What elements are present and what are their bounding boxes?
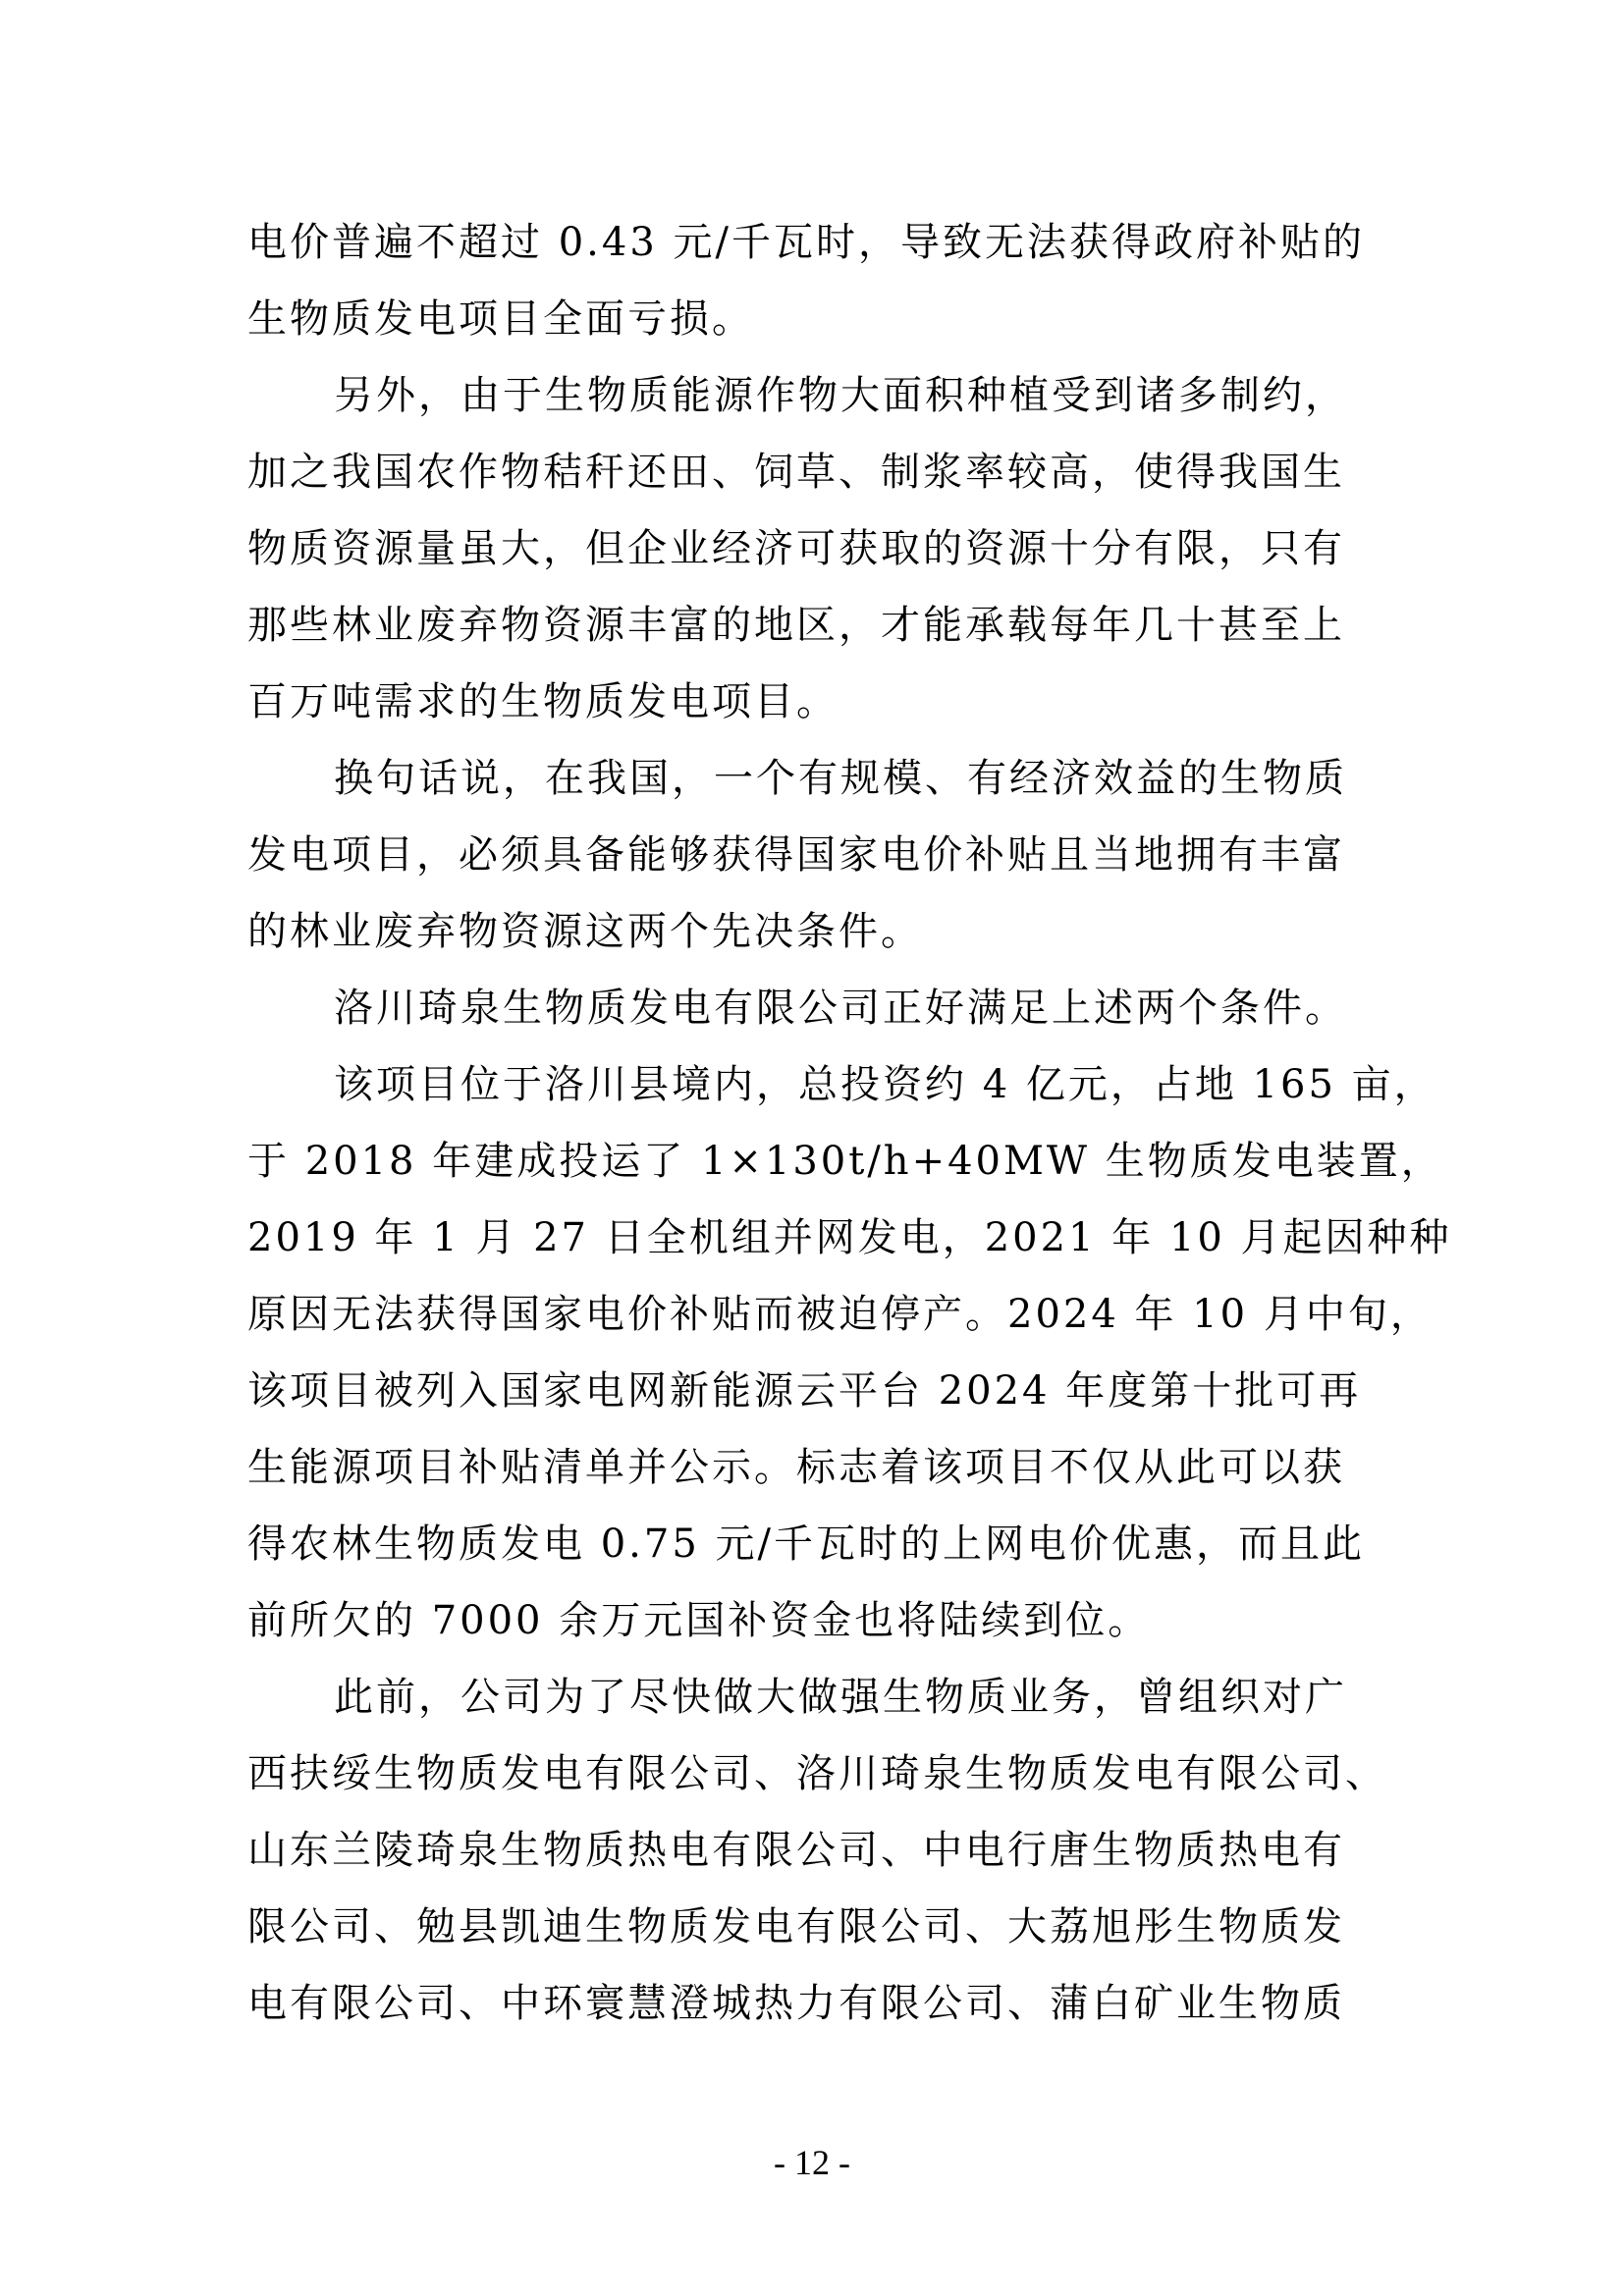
- text-line: 电价普遍不超过 0.43 元/千瓦时，导致无法获得政府补贴的: [247, 220, 1365, 265]
- text-line: 电有限公司、中环寰慧澄城热力有限公司、蒲白矿业生物质: [247, 1981, 1345, 2026]
- text-line: 2019 年 1 月 27 日全机组并网发电，2021 年 10 月起因种种: [247, 1215, 1452, 1260]
- text-line: 那些林业废弃物资源丰富的地区，才能承载每年几十甚至上: [247, 603, 1345, 648]
- text-line: 发电项目，必须具备能够获得国家电价补贴且当地拥有丰富: [247, 832, 1345, 878]
- paragraph-start-line: 另外，由于生物质能源作物大面积种植受到诸多制约，: [334, 373, 1347, 418]
- text-line: 百万吨需求的生物质发电项目。: [247, 679, 839, 724]
- text-line: 山东兰陵琦泉生物质热电有限公司、中电行唐生物质热电有: [247, 1828, 1345, 1873]
- text-line: 限公司、勉县凯迪生物质发电有限公司、大荔旭彤生物质发: [247, 1904, 1345, 1949]
- text-line: 生能源项目补贴清单并公示。标志着该项目不仅从此可以获: [247, 1445, 1345, 1490]
- text-line: 物质资源量虽大，但企业经济可获取的资源十分有限，只有: [247, 526, 1345, 571]
- paragraph-start-line: 洛川琦泉生物质发电有限公司正好满足上述两个条件。: [334, 986, 1347, 1031]
- page-number: - 12 -: [774, 2143, 850, 2182]
- text-line: 西扶绥生物质发电有限公司、洛川琦泉生物质发电有限公司、: [247, 1751, 1387, 1796]
- text-line: 得农林生物质发电 0.75 元/千瓦时的上网电价优惠，而且此: [247, 1522, 1365, 1567]
- text-line: 生物质发电项目全面亏损。: [247, 296, 754, 342]
- text-line: 该项目被列入国家电网新能源云平台 2024 年度第十批可再: [247, 1368, 1362, 1414]
- paragraph-start-line: 此前，公司为了尽快做大做强生物质业务，曾组织对广: [334, 1675, 1347, 1720]
- text-line: 的林业废弃物资源这两个先决条件。: [247, 909, 923, 954]
- text-line: 加之我国农作物秸秆还田、饲草、制浆率较高，使得我国生: [247, 450, 1345, 495]
- paragraph-start-line: 换句话说，在我国，一个有规模、有经济效益的生物质: [334, 756, 1347, 801]
- paragraph-start-line: 该项目位于洛川县境内，总投资约 4 亿元，占地 165 亩，: [334, 1062, 1436, 1107]
- text-line: 前所欠的 7000 余万元国补资金也将陆续到位。: [247, 1598, 1151, 1643]
- text-line: 原因无法获得国家电价补贴而被迫停产。2024 年 10 月中旬，: [247, 1292, 1433, 1337]
- text-line: 于 2018 年建成投运了 1×130t/h+40MW 生物质发电装置，: [247, 1139, 1443, 1184]
